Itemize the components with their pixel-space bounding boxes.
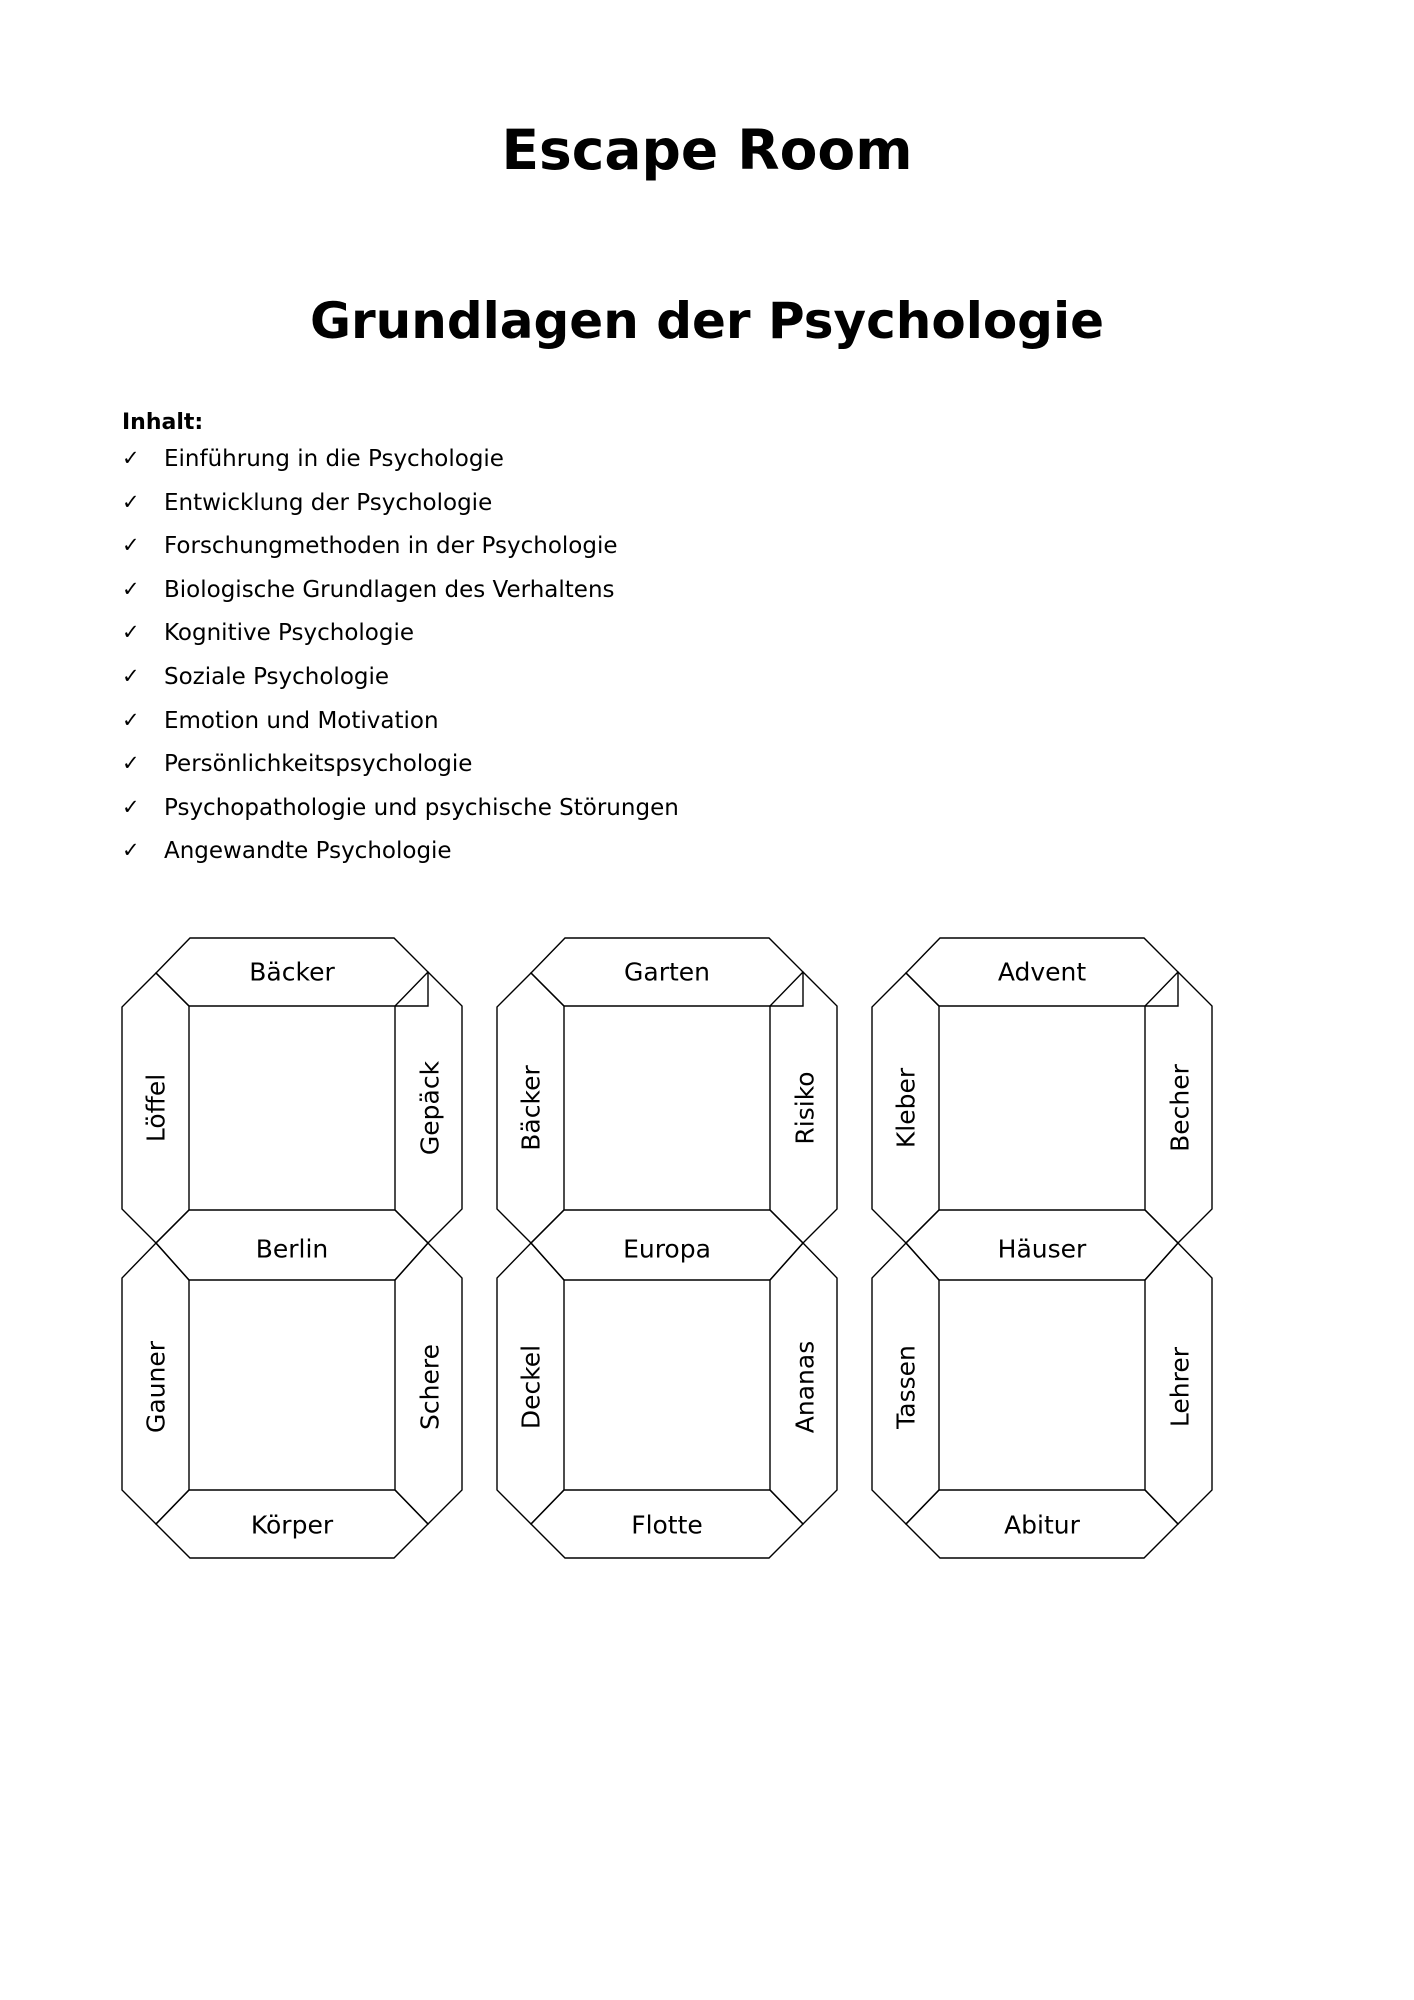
segment-label: Abitur [1004,1510,1080,1540]
segment-label: Becher [1165,1064,1195,1152]
segment-label: Europa [623,1234,711,1264]
segment-label: Garten [624,957,710,987]
segment-label: Kleber [891,1067,921,1149]
page-title: Escape Room [501,118,913,182]
checkmark-icon: ✓ [122,446,140,470]
checkmark-icon: ✓ [122,794,140,819]
checkmark-icon: ✓ [122,663,140,688]
checkmark-icon: ✓ [122,751,140,776]
contents-item-label: Angewandte Psychologie [164,838,452,865]
checkmark-icon: ✓ [122,489,140,514]
segment-label: Häuser [997,1234,1087,1264]
segment-label: Bäcker [249,957,335,987]
segment-label: Advent [997,957,1087,987]
contents-item-label: Emotion und Motivation [164,707,439,734]
checkmark-icon: ✓ [122,707,140,732]
page-subtitle: Grundlagen der Psychologie [309,292,1105,350]
segment-label: Berlin [255,1234,329,1264]
checkmark-icon: ✓ [122,533,140,558]
segment-label: Gepäck [415,1060,445,1156]
segment-label: Ananas [790,1340,820,1434]
contents-item-label: Biologische Grundlagen des Verhaltens [164,576,615,603]
segment-label: Körper [250,1510,334,1540]
segment-label: Tassen [891,1345,921,1429]
contents-item-label: Forschungmethoden in der Psychologie [164,533,618,560]
segment-label: Deckel [516,1344,546,1430]
checkmark-icon: ✓ [122,620,140,645]
segment-label: Lehrer [1165,1346,1195,1428]
checkmark-icon: ✓ [122,576,140,601]
contents-item-label: Einführung in die Psychologie [164,446,504,472]
segment-label: Schere [415,1344,445,1430]
contents-item-label: Psychopathologie und psychische Störungen [164,794,679,821]
contents-item-label: Kognitive Psychologie [164,620,415,647]
contents-item-label: Persönlichkeitspsychologie [164,751,473,778]
checkmark-icon: ✓ [122,838,140,863]
segment-label: Risiko [790,1071,820,1145]
segment-label: Bäcker [516,1065,546,1151]
segment-label: Gauner [141,1340,171,1434]
segment-label: Löffel [141,1073,171,1143]
segment-label: Flotte [631,1510,703,1540]
contents-label: Inhalt: [122,410,204,435]
contents-item-label: Entwicklung der Psychologie [164,489,493,516]
contents-item-label: Soziale Psychologie [164,663,390,690]
